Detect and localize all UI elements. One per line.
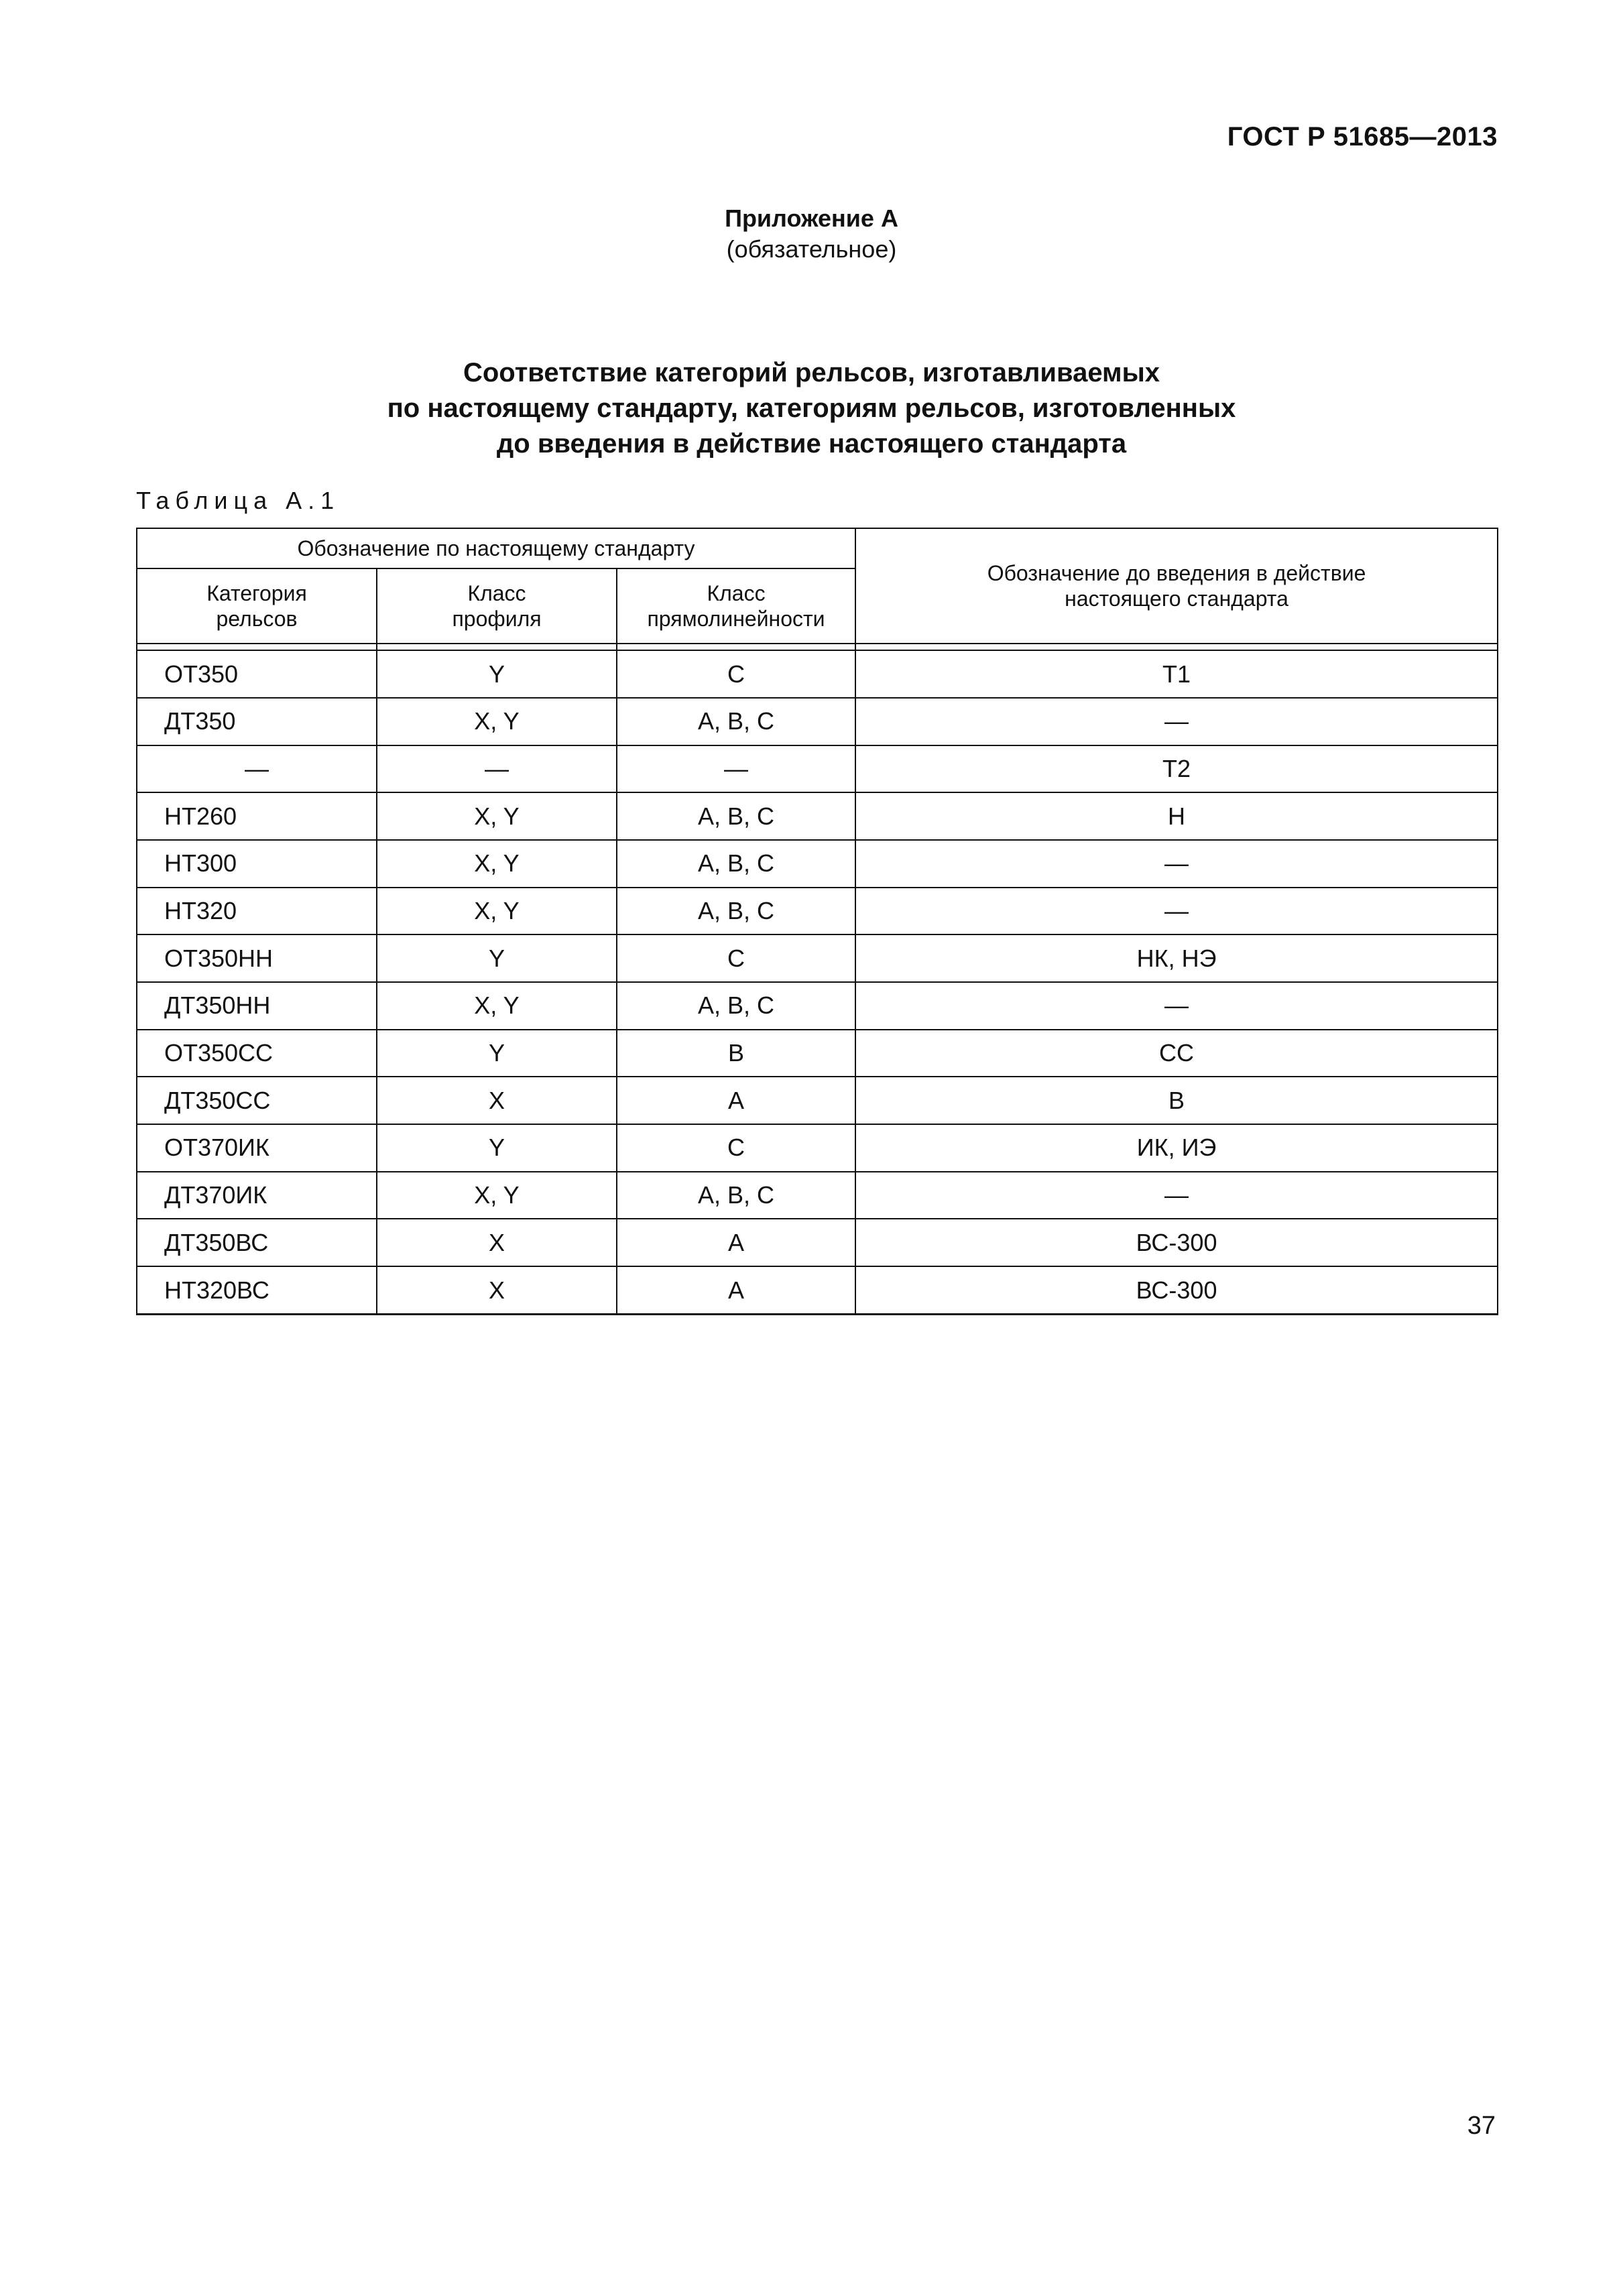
header-separator xyxy=(137,644,1498,650)
cell-straightness-class: A, B, C xyxy=(617,982,855,1030)
cell-rail-category: ОТ350НН xyxy=(137,934,377,982)
table-row xyxy=(137,745,1498,793)
cell-straightness-class: С xyxy=(617,934,855,982)
cell-profile-class: Y xyxy=(377,1124,617,1172)
appendix-heading xyxy=(0,203,1623,265)
cell-former-designation: Т1 xyxy=(855,650,1498,698)
cell-rail-category: НТ260 xyxy=(137,792,377,840)
table-row xyxy=(137,888,1498,935)
right-header: Обозначение до введения в действие настоящего стандарта xyxy=(855,528,1498,644)
sub-header-straightness-class: Класс прямолинейности xyxy=(617,568,855,644)
title-line: по настоящему стандарту, категориям рельсов, изготовленных xyxy=(387,394,1236,423)
table-row xyxy=(137,934,1498,982)
table-row xyxy=(137,840,1498,888)
cell-rail-category: ДТ370ИК xyxy=(137,1172,377,1219)
cell-straightness-class: A, B, C xyxy=(617,792,855,840)
cell-former-designation: — xyxy=(855,840,1498,888)
table-row xyxy=(137,1172,1498,1219)
cell-profile-class: X, Y xyxy=(377,698,617,745)
cell-former-designation: СС xyxy=(855,1030,1498,1077)
cell-straightness-class: A, B, C xyxy=(617,698,855,745)
cell-former-designation: ВС-300 xyxy=(855,1266,1498,1314)
cell-rail-category: ОТ370ИК xyxy=(137,1124,377,1172)
cell-straightness-class: A, B, C xyxy=(617,888,855,935)
cell-straightness-class: A xyxy=(617,1077,855,1124)
table-row xyxy=(137,1124,1498,1172)
cell-profile-class: Y xyxy=(377,934,617,982)
cell-rail-category: — xyxy=(137,745,377,793)
table-row xyxy=(137,1219,1498,1266)
page-number: 37 xyxy=(1467,2112,1496,2140)
cell-rail-category: ДТ350ВС xyxy=(137,1219,377,1266)
cell-former-designation: ИК, ИЭ xyxy=(855,1124,1498,1172)
table-row xyxy=(137,982,1498,1030)
cell-profile-class: Y xyxy=(377,1030,617,1077)
cell-rail-category: НТ320 xyxy=(137,888,377,935)
cell-former-designation: ВС-300 xyxy=(855,1219,1498,1266)
cell-straightness-class: A, B, C xyxy=(617,1172,855,1219)
group-header: Обозначение по настоящему стандарту xyxy=(137,528,855,568)
cell-profile-class: X, Y xyxy=(377,840,617,888)
appendix-status: (обязательное) xyxy=(726,235,897,263)
table-row xyxy=(137,698,1498,745)
document-title xyxy=(0,355,1623,462)
cell-former-designation: — xyxy=(855,698,1498,745)
sub-header-category: Категория рельсов xyxy=(137,568,377,644)
cell-straightness-class: A xyxy=(617,1219,855,1266)
cell-profile-class: X, Y xyxy=(377,1172,617,1219)
title-line: до введения в действие настоящего стандарта xyxy=(496,429,1127,459)
cell-rail-category: ОТ350 xyxy=(137,650,377,698)
cell-rail-category: НТ320ВС xyxy=(137,1266,377,1314)
cell-profile-class: Y xyxy=(377,650,617,698)
cell-former-designation: — xyxy=(855,1172,1498,1219)
cell-profile-class: X, Y xyxy=(377,888,617,935)
cell-former-designation: Н xyxy=(855,792,1498,840)
cell-former-designation: В xyxy=(855,1077,1498,1124)
cell-rail-category: ДТ350НН xyxy=(137,982,377,1030)
rail-categories-table xyxy=(136,528,1498,1315)
cell-straightness-class: C xyxy=(617,1124,855,1172)
cell-rail-category: ОТ350СС xyxy=(137,1030,377,1077)
document-code: ГОСТ Р 51685—2013 xyxy=(1227,122,1498,152)
table-caption: Таблица А.1 xyxy=(136,487,341,514)
title-line: Соответствие категорий рельсов, изготавливаемых xyxy=(463,358,1160,387)
table-body xyxy=(137,644,1498,1315)
cell-former-designation: — xyxy=(855,888,1498,935)
cell-straightness-class: B xyxy=(617,1030,855,1077)
table-row xyxy=(137,1266,1498,1314)
table-row xyxy=(137,1077,1498,1124)
table-row xyxy=(137,1030,1498,1077)
cell-profile-class: X, Y xyxy=(377,982,617,1030)
cell-straightness-class: С xyxy=(617,650,855,698)
table-row xyxy=(137,650,1498,698)
table-row xyxy=(137,792,1498,840)
sub-header-profile-class: Класс профиля xyxy=(377,568,617,644)
cell-profile-class: X xyxy=(377,1219,617,1266)
cell-straightness-class: A xyxy=(617,1266,855,1314)
cell-rail-category: ДТ350 xyxy=(137,698,377,745)
cell-straightness-class: A, B, C xyxy=(617,840,855,888)
cell-profile-class: X, Y xyxy=(377,792,617,840)
cell-profile-class: X xyxy=(377,1266,617,1314)
cell-rail-category: НТ300 xyxy=(137,840,377,888)
cell-straightness-class: — xyxy=(617,745,855,793)
cell-profile-class: — xyxy=(377,745,617,793)
cell-rail-category: ДТ350СС xyxy=(137,1077,377,1124)
cell-former-designation: Т2 xyxy=(855,745,1498,793)
cell-former-designation: — xyxy=(855,982,1498,1030)
cell-former-designation: НК, НЭ xyxy=(855,934,1498,982)
cell-profile-class: X xyxy=(377,1077,617,1124)
appendix-title: Приложение А xyxy=(725,204,898,232)
